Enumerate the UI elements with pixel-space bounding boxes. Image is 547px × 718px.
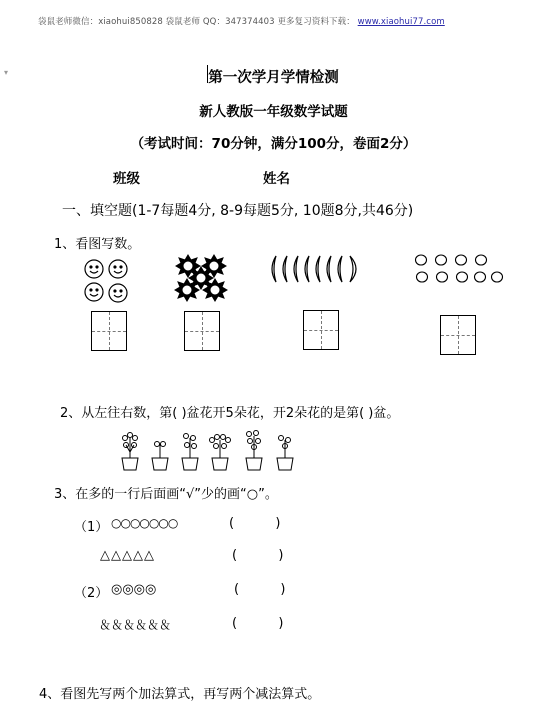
answer-box-4[interactable] <box>440 315 476 355</box>
circles-group <box>410 252 506 288</box>
q3-row-4-symbols: ＆＆＆＆＆＆ <box>99 618 172 632</box>
flower-pot-icon <box>152 442 168 471</box>
circle-icon <box>456 255 467 265</box>
exam-info: （考试时间：70分钟，满分100分，卷面2分） <box>130 136 417 152</box>
q3-row-1-symbols: ○○○○○○○ <box>111 516 178 530</box>
question-3: 3、在多的一行后面画“√”少的画“○”。 <box>54 487 278 502</box>
smiley-face-icon <box>109 284 127 302</box>
answer-box-3[interactable] <box>303 310 339 350</box>
sun-icon <box>175 279 199 301</box>
name-label: 姓名 <box>263 171 290 187</box>
q3-row-3-label: （2） <box>74 586 109 601</box>
crescent-moons-group <box>268 254 364 284</box>
circle-icon <box>436 255 447 265</box>
crescent-moon-icon <box>327 256 331 282</box>
smiley-face-icon <box>85 283 103 301</box>
q3-row-3-answer[interactable]: ( ) <box>234 582 286 597</box>
smiley-faces-group <box>82 256 132 306</box>
flower-pot-icon <box>210 435 231 471</box>
crescent-moon-icon <box>316 256 320 282</box>
crescent-moon-icon <box>294 256 298 282</box>
page-header <box>38 15 445 27</box>
question-1: 1、看图写数。 <box>54 237 141 252</box>
crescent-moon-icon <box>272 256 276 282</box>
q3-row-1-label: （1） <box>74 520 109 535</box>
smiley-face-icon <box>85 260 103 278</box>
q3-row-3-symbols: ◎◎◎◎ <box>111 582 157 597</box>
q3-row-1-answer[interactable]: ( ) <box>229 516 281 531</box>
flower-pot-icon <box>277 436 293 471</box>
crescent-moon-icon <box>350 256 356 282</box>
circle-icon <box>492 272 503 282</box>
q3-row-4-answer[interactable]: ( ) <box>232 616 284 631</box>
circle-icon <box>437 272 448 282</box>
flower-pots-row <box>114 430 299 472</box>
q3-row-2-symbols: △△△△△ <box>100 548 155 563</box>
circle-icon <box>475 272 486 282</box>
answer-box-2[interactable] <box>184 311 220 351</box>
flower-pot-icon <box>122 433 138 471</box>
circle-icon <box>457 272 468 282</box>
question-4: 4、看图先写两个加法算式，再写两个减法算式。 <box>39 687 321 702</box>
class-label: 班级 <box>113 171 140 187</box>
suns-group <box>172 252 232 304</box>
circle-icon <box>416 255 427 265</box>
section-1-heading: 一、填空题(1-7每题4分, 8-9每题5分, 10题8分,共46分) <box>62 203 414 219</box>
sun-icon <box>203 279 227 301</box>
smiley-face-icon <box>109 260 127 278</box>
page-title: 第一次学月学情检测 <box>208 70 339 86</box>
circle-icon <box>417 272 428 282</box>
answer-box-1[interactable] <box>91 311 127 351</box>
exam-subtitle: 新人教版一年级数学试题 <box>199 104 348 120</box>
crescent-moon-icon <box>283 256 287 282</box>
circle-icon <box>476 255 487 265</box>
flower-pot-icon <box>182 434 198 471</box>
header-text: 袋鼠老师微信：xiaohui850828 袋鼠老师 QQ：347374403 更多复习资料下载： <box>38 17 355 27</box>
question-2: 2、从左往右数，第( )盆花开5朵花，开2朵花的是第( )盆。 <box>60 406 400 421</box>
crescent-moon-icon <box>305 256 309 282</box>
header-url-link[interactable]: www.xiaohui77.com <box>357 17 445 27</box>
flower-pot-icon <box>246 431 262 471</box>
margin-marker-icon: ▾ <box>4 68 9 77</box>
crescent-moon-icon <box>338 256 342 282</box>
q3-row-2-answer[interactable]: ( ) <box>232 548 284 563</box>
